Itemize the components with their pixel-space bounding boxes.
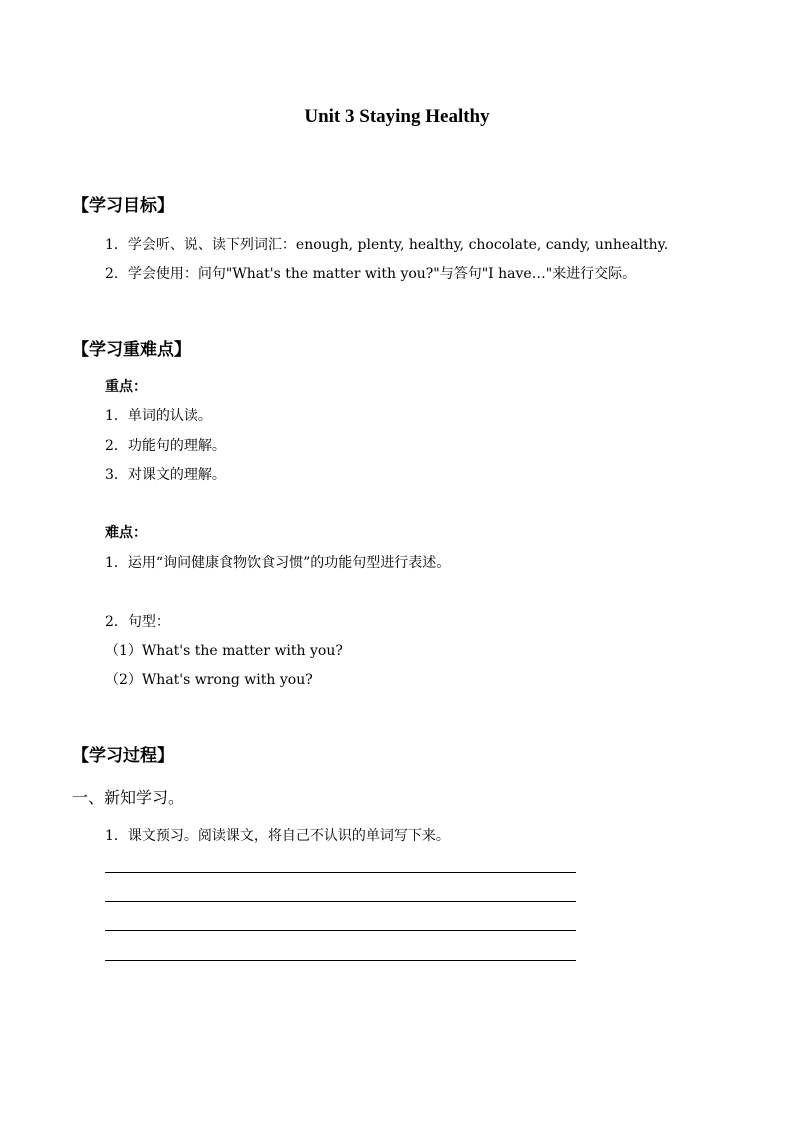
process-heading: 【学习过程】 [72,746,174,766]
answer-line[interactable] [105,872,576,873]
focus-item-1: 1．单词的认读。 [105,408,212,424]
answer-line[interactable] [105,901,576,902]
answer-line[interactable] [105,930,576,931]
answer-line[interactable] [105,960,576,961]
page-title: Unit 3 Staying Healthy [304,106,490,127]
goal-item-1: 1．学会听、说、读下列词汇：enough, plenty, healthy, chocolate, candy, unhealthy. [105,237,669,253]
part-1-heading: 一、新知学习。 [72,788,185,807]
difficulty-label: 难点： [105,525,147,541]
difficulty-item: 1．运用“询问健康食物饮食习惯”的功能句型进行表述。 [105,555,451,571]
goals-heading: 【学习目标】 [72,196,174,216]
task-1: 1．课文预习。阅读课文，将自己不认识的单词写下来。 [105,828,450,844]
focus-label: 重点： [105,379,147,395]
pattern-item-1: （1）What's the matter with you? [105,643,343,659]
pattern-item-2: （2）What's wrong with you? [105,672,313,688]
patterns-label: 2．句型： [105,614,170,630]
key-points-heading: 【学习重难点】 [72,340,191,360]
focus-item-2: 2．功能句的理解。 [105,438,226,454]
goal-item-2: 2．学会使用：问句"What's the matter with you?"与答句"I have…"来进行交际。 [105,266,637,282]
focus-item-3: 3．对课文的理解。 [105,467,226,483]
